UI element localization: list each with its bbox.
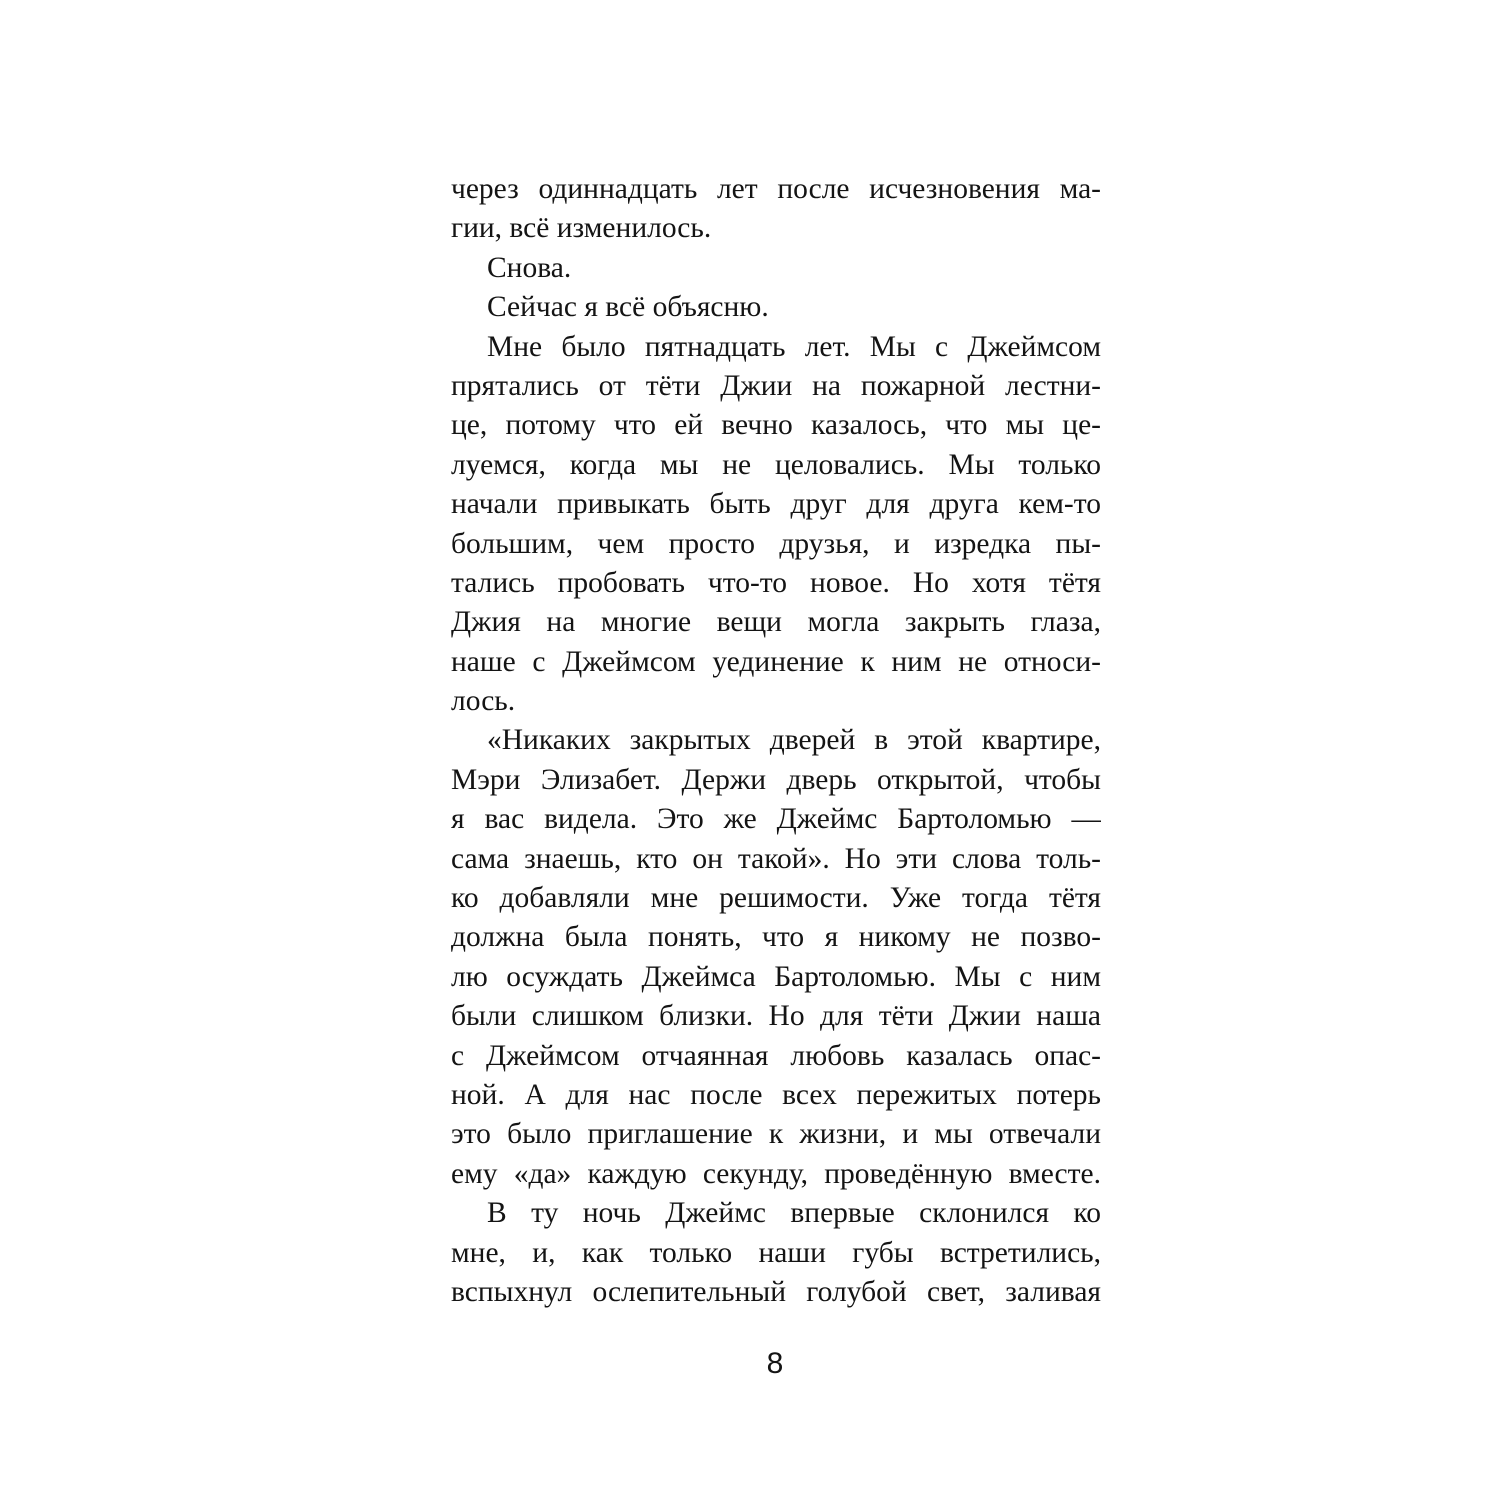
- text-line: должна была понять, что я никому не позво-: [451, 921, 1101, 954]
- text-line: лю осуждать Джеймса Бартоломью. Мы с ним: [451, 960, 1101, 993]
- text-line: Джия на многие вещи могла закрыть глаза,: [451, 606, 1101, 639]
- text-line: начали привыкать быть друг для друга кем-то: [451, 488, 1101, 521]
- body-text: [451, 170, 1101, 1312]
- text-line: через одиннадцать лет после исчезновения ма-: [451, 173, 1101, 205]
- text-line: Мэри Элизабет. Держи дверь открытой, чтобы: [451, 763, 1101, 796]
- text-line: гии, всё изменилось.: [451, 212, 712, 245]
- text-line: це, потому что ей вечно казалось, что мы це-: [451, 409, 1101, 442]
- text-line: луемся, когда мы не целовались. Мы только: [451, 448, 1101, 481]
- text-line: мне, и, как только наши губы встретились,: [451, 1236, 1101, 1269]
- text-line: ему «да» каждую секунду, проведённую вместе.: [451, 1157, 1101, 1190]
- text-line: тались пробовать что-то новое. Но хотя тётя: [451, 566, 1101, 599]
- text-line: ко добавляли мне решимости. Уже тогда тётя: [451, 882, 1101, 915]
- text-line: я вас видела. Это же Джеймс Бартоломью —: [451, 803, 1101, 836]
- text-line: были слишком близки. Но для тёти Джии наша: [451, 1000, 1101, 1033]
- page-number: 8: [766, 1347, 784, 1380]
- text-line: с Джеймсом отчаянная любовь казалась опас-: [451, 1039, 1101, 1072]
- text-line: Сейчас я всё объясню.: [487, 291, 769, 324]
- text-line: Снова.: [487, 251, 572, 284]
- text-line: сама знаешь, кто он такой». Но эти слова толь-: [451, 842, 1101, 875]
- text-line: В ту ночь Джеймс впервые склонился ко: [487, 1197, 1101, 1230]
- text-line: «Никаких закрытых дверей в этой квартире,: [487, 724, 1101, 757]
- text-line: вспыхнул ослепительный голубой свет, заливая: [451, 1275, 1101, 1308]
- text-line: большим, чем просто друзья, и изредка пы-: [451, 527, 1101, 560]
- text-line: лось.: [451, 685, 516, 718]
- text-line: прятались от тёти Джии на пожарной лестни-: [451, 369, 1101, 402]
- text-line: это было приглашение к жизни, и мы отвечали: [451, 1118, 1101, 1151]
- text-line: Мне было пятнадцать лет. Мы с Джеймсом: [487, 330, 1101, 363]
- text-line: наше с Джеймсом уединение к ним не относи-: [451, 645, 1101, 678]
- text-line: ной. А для нас после всех пережитых потерь: [451, 1078, 1101, 1111]
